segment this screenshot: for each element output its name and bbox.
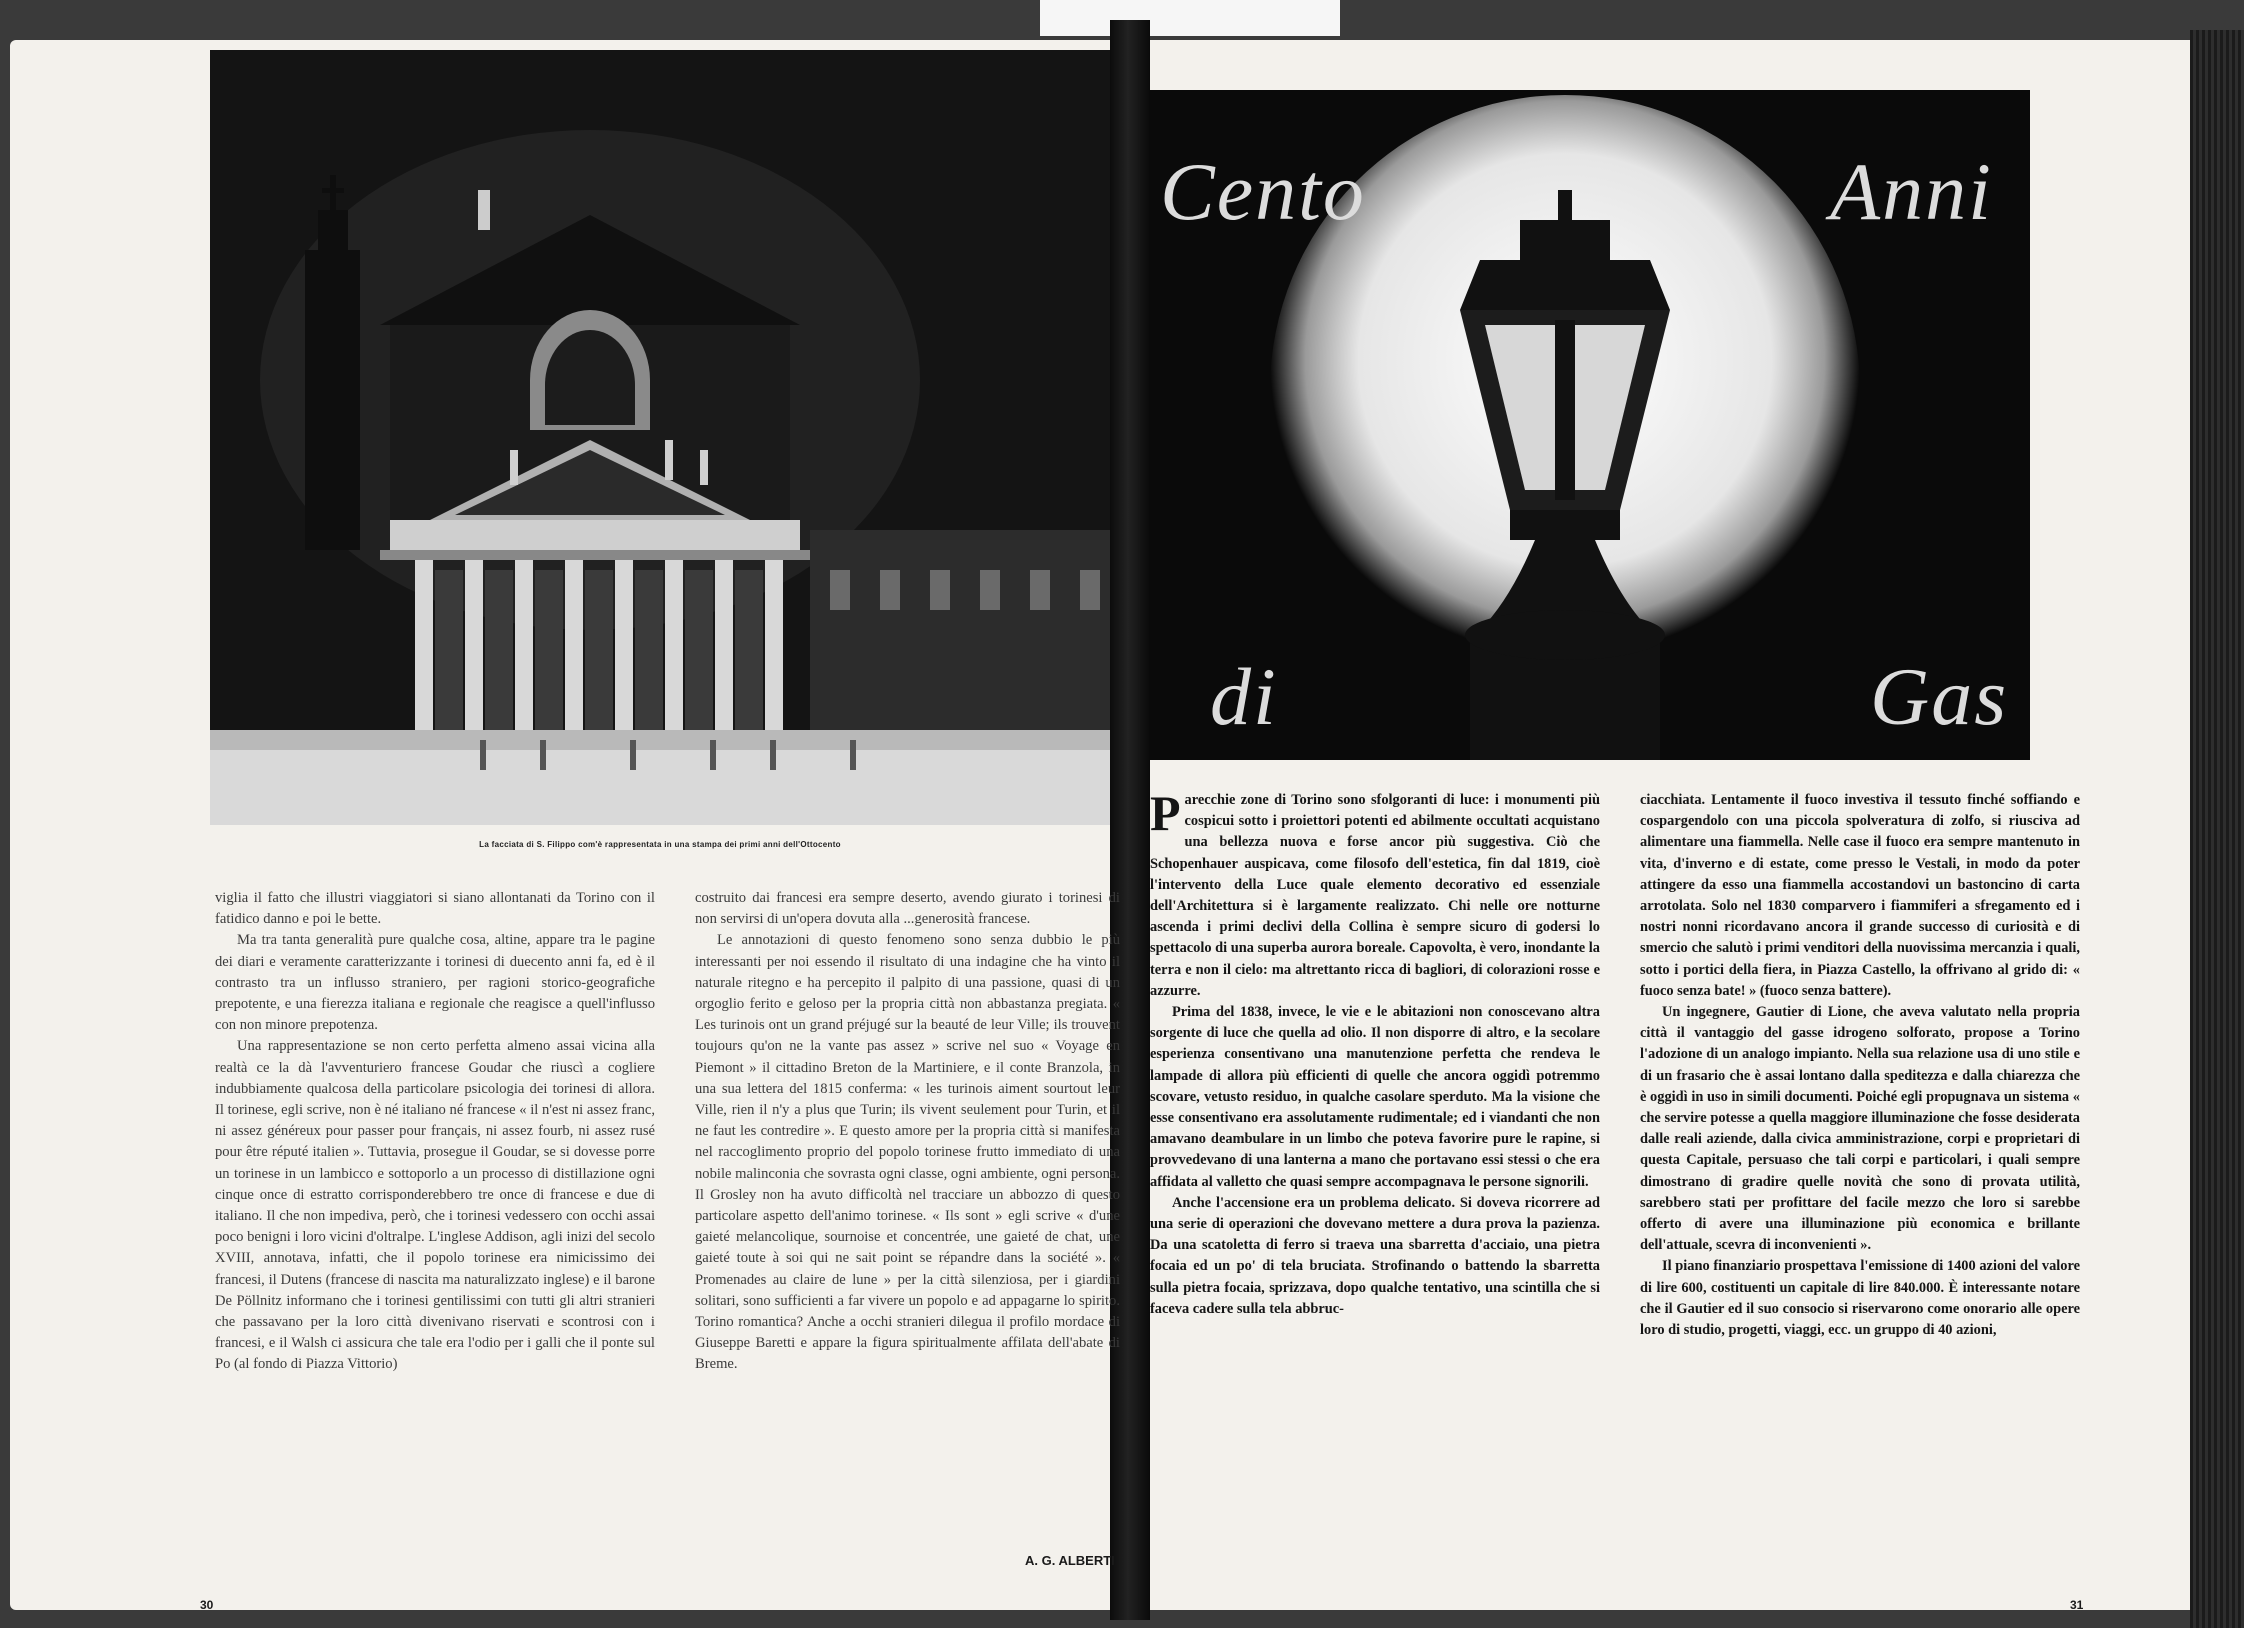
paragraph: costruito dai francesi era sempre deserto, avendo giurato i torinesi di non servirsi di un'opera dovuta alla ...generosità francese. [695,890,1120,928]
photo-caption: La facciata di S. Filippo com'è rappresentata in una stampa dei primi anni dell'Ottocento [479,840,841,849]
paragraph: Il piano finanziario prospettava l'emissione di 1400 azioni del valore di lire 600, costituenti un capitale di lire 840.000. È interessante notare che il Gautier ed il suo consocio si riservarono come onorario alle opere loro di studio, progetti, viaggi, ecc. un gruppo di 40 azioni, [1640,1258,2080,1339]
title-word-gas: Gas [1870,651,2009,742]
right-text-column-2 [1640,790,2080,1580]
paragraph: Un ingegnere, Gautier di Lione, che aveva valutato nella propria città il vantaggio del gasse idrogeno solforato, propose a Torino l'adozione di un analogo impianto. Nella sua relazione usa di uno stile e di un frasario che è assai lontano dalla speditezza e dalla chiarezza che è oggidì in uso in simili documenti. Poiché egli propugnava un sistema « che servire potesse a quella maggiore illuminazione che fosse desiderata dalle reali aziende, dalla civica amministrazione, corpi e proprietari di questa Capitale, persuaso che tali corpi e particolari, i quali sempre dimostrano di gradire quelle novità che sono di provata utilità, sarebbero stati per profittare del facile mezzo che loro si sarebbe offerto di avere una illuminazione più economica e brillante dell'attuale, scevra di inconvenienti ». [1640,1004,2080,1254]
paragraph-text: arecchie zone di Torino sono sfolgoranti di luce: i monumenti più cospicui sotto i proiettori potenti ed abilmente occultati acquistano una bellezza nuova e forse ancor più suggestiva. Ciò che Schopenhauer auspicava, come filosofo dell'estetica, fin dal 1819, cioè l'intervento della Luce quale elemento decorativo ed essenziale dell'Architettura si è largamente realizzato. Chi nelle ore notturne ascenda i primi declivi della Collina è sempre sicuro di godersi lo spettacolo di una superba aurora boreale. Capovolta, è vero, inondante la terra e non il cielo: ma altrettanto ricca di bagliori, di colorazioni rosse e azzurre. [1150,792,1600,999]
article-author: A. G. ALBERTI [1025,1553,1115,1568]
title-word-cento: Cento [1160,146,1366,237]
page-number-left: 30 [200,1598,214,1612]
title-word-anni: Anni [1830,146,1993,237]
paragraph: Prima del 1838, invece, le vie e le abitazioni non conoscevano altra sorgente di luce che quella ad olio. Il non disporre di altro, e la secolare esperienza consentivano una manutenzione perfetta che rendeva le lampade di allora più efficienti di quelle che ancora oggidì potremmo scovare, vetusto residuo, in qualche casolare sperduto. Ma la visione che esse consentivano era assolutamente rudimentale; ed i viandanti che non amavano deambulare in un limbo che poteva favorire pure le rapine, si provvedevano di una lanterna a mano che portavano essi stessi o che era affidata al valletto che quasi sempre accompagnava le persone signorili. [1150,1004,1600,1190]
church-illustration [210,50,1110,825]
gas-lamp-photo [1150,90,2030,760]
paragraph: viglia il fatto che illustri viaggiatori si siano allontanati da Torino con il fatidico danno e poi le bette. [215,890,655,928]
title-word-di: di [1210,651,1278,742]
paragraph [1150,790,1600,1002]
paragraph: Ma tra tanta generalità pure qualche cosa, altine, appare tra le pagine dei diari e veramente caratterizzante i torinesi di duecento anni fa, ed è il contrasto tra un influsso straniero, per ragioni storico-geografiche prepotente, e una fierezza italiana e regionale che reagisce a quell'influsso con non minore prepotenza. [215,932,655,1034]
left-text-column-2 [695,888,1120,1546]
paragraph: Una rappresentazione se non certo perfetta almeno assai vicina alla realtà ce la dà l'avventuriero francese Goudar che riuscì a cogliere indubbiamente qualcosa della particolare psicologia dei torinesi di allora. Il torinese, egli scrive, non è né italiano né francese « il n'est ni assez franc, ni assez généreux pour passer pour français, ni assez fourb, ni assez rusé pour être réputé italien ». Tuttavia, prosegue il Goudar, se si dovesse porre un torinese in un lambicco e sottoporlo a un processo di distillazione ogni cinque once di estratto corrisponderebbero tre once di francese e due di italiano. Il che non impediva, però, che i torinesi vedessero con occhi assai poco benigni i loro vicini d'oltralpe. L'inglese Addison, agli inizi del secolo XVIII, annotava, infatti, che il popolo torinese era nimicissimo dei francesi, il Dutens (francese di nascita ma naturalizzato inglese) e il barone De Pöllnitz informano che i torinesi gentilissimi con tutti gli altri stranieri che passavano per la loro città divenivano riservati e scontrosi con i francesi, e il Walsh ci assicura che tale era l'odio per i galli che il ponte sul Po (al fondo di Piazza Vittorio) [215,1038,655,1373]
page-number-right: 31 [2070,1598,2084,1612]
right-text-column-1 [1150,790,1600,1580]
paragraph: Anche l'accensione era un problema delicato. Si doveva ricorrere ad una serie di operazioni che dovevano mettere a dura prova la pazienza. Da una scatoletta di ferro si traeva una sbarretta d'acciaio, una pietra focaia ed un po' di tela bruciata. Strofinando o battendo la sbarretta sulla pietra focaia, sprizzava, dopo qualche tentativo, una scintilla che si faceva cadere sulla tela abbruc- [1150,1194,1600,1317]
church-facade-photo [210,50,1110,825]
drop-cap: P [1150,790,1181,841]
left-text-column-1 [215,888,655,1578]
paragraph: ciacchiata. Lentamente il fuoco investiva il tessuto finché soffiando e cospargendolo con una piccola spolveratura di zolfo, si riusciva ad alimentare una fiammella. Nelle case il fuoco era sempre mantenuto in vita, d'inverno e di estate, come presso le Vestali, in modo da poter attingere da esso una fiammella accostandovi un bastoncino di carta arrotolata. Solo nel 1830 comparvero i fiammiferi a sfregamento ed i nostri nonni ricordavano ancora il grande successo di curiosità e di smercio che salutò i primi venditori della nuovissima mercanzia i quali, sotto i portici della fiera, in Piazza Castello, la offrivano al grido di: « fuoco senza bate! » (fuoco senza battere). [1640,792,2080,999]
top-gap [1040,0,1340,36]
paragraph: Le annotazioni di questo fenomeno sono senza dubbio le più interessanti per noi essendo il risultato di una indagine che ha vinto il naturale ritegno e ha percepito il palpito di una passione, quasi di un orgoglio ferito e geloso per la propria città non abbastanza pregiata. « Les turinois ont un grand préjugé sur la beauté de leur Ville; ils trouvent toujours qu'on ne la vante pas assez » scrive nel suo « Voyage en Piemont » il cittadino Breton de la Martiniere, e il conte Branzola, in una sua lettera del 1815 conferma: « les turinois aiment sourtout leur Ville, rien il n'y a plus que Turin; ils vivent seulement pour Turin, et il ne faut les contredire ». E questo amore per la propria città si manifesta nel raccoglimento proprio del popolo torinese frutto immediato di una nobile malinconia che sovrasta ogni classe, ogni ambiente, ogni persona. Il Grosley non ha avuto difficoltà nel tracciare un abbozzo di questo particolare aspetto dell'animo torinese. « Ils sont » egli scrive « d'une gaieté melancolique, sournoise et concentrée, une gaieté de chat, une gaieté toute à soi qui ne sait point se répandre dans la société ». « Promenades au claire de lune » per la città silenziosa, per i giardini solitari, sono sufficienti a far vivere un popolo e ad appagarne lo spirito. Torino romantica? Anche a occhi stranieri dilegua il profilo mordace di Giuseppe Baretti e appare la figura spiritualmente affilata dell'abate di Breme. [695,932,1120,1373]
